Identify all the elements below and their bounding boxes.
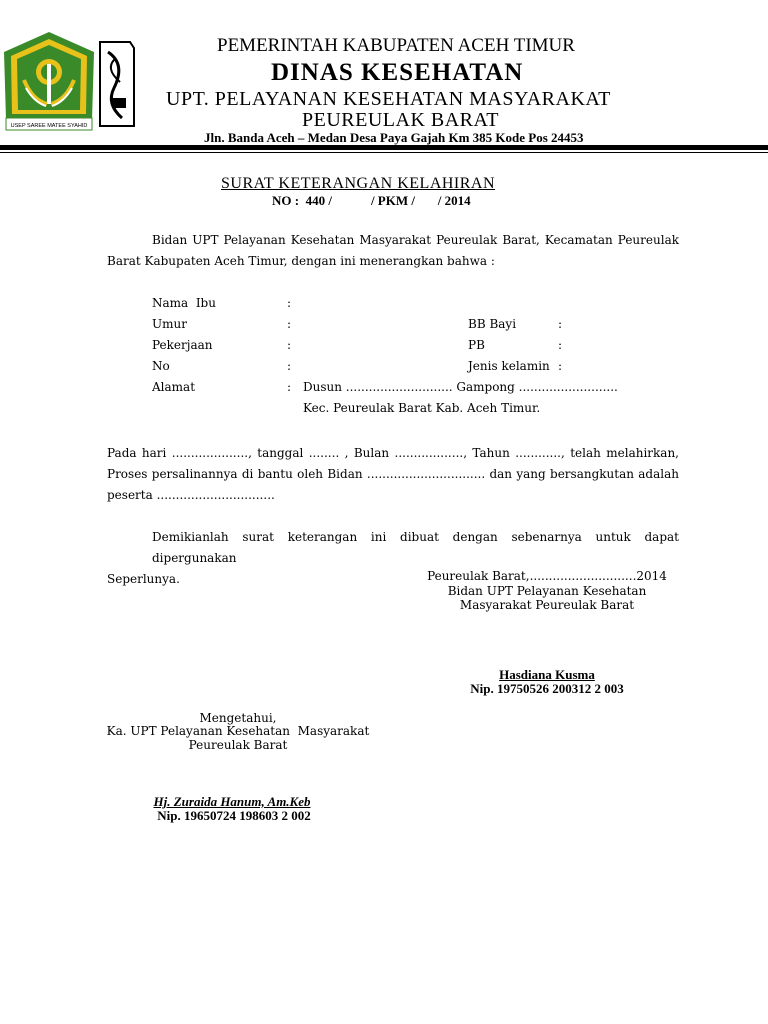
field-label-occupation: Pekerjaan (152, 338, 213, 352)
field-colon: : (558, 338, 563, 352)
header-agency: DINAS KESEHATAN (271, 59, 524, 86)
field-colon: : (287, 338, 292, 352)
header-address: Jln. Banda Aceh – Medan Desa Paya Gajah Km 385 Kode Pos 24453 (204, 130, 584, 145)
intro-paragraph (107, 233, 679, 268)
address-line-1: Dusun ............................ Gampong .......................... (303, 380, 618, 394)
sign-right-role-2: Masyarakat Peureulak Barat (459, 598, 635, 612)
field-label-address: Alamat (152, 380, 196, 394)
address-line-2: Kec. Peureulak Barat Kab. Aceh Timur. (303, 401, 541, 415)
field-colon: : (558, 359, 563, 373)
sign-left-role-2: Peureulak Barat (188, 738, 288, 752)
sign-left-name: Hj. Zuraida Hanum, Am.Keb (153, 794, 311, 809)
field-label-no: No (152, 359, 170, 373)
birth-line-3: peserta ............................... (107, 488, 275, 502)
intro-line-2: Barat Kabupaten Aceh Timur, dengan ini menerangkan bahwa : (107, 254, 495, 268)
sign-left-ack: Mengetahui, (199, 711, 277, 725)
sign-right-name: Hasdiana Kusma (499, 667, 595, 682)
birth-line-2: Proses persalinannya di bantu oleh Bidan ............................... dan yang bersangkutan adalah (107, 467, 679, 481)
header-unit: UPT. PELAYANAN KESEHATAN MASYARAKAT (166, 88, 611, 110)
header-rule-thin (0, 152, 768, 153)
header-unit-location: PEUREULAK BARAT (302, 109, 499, 131)
field-colon: : (287, 359, 292, 373)
sign-right-role-1: Bidan UPT Pelayanan Kesehatan (447, 584, 647, 598)
field-label-mother-name: Nama Ibu (152, 296, 216, 310)
sign-left-nip: Nip. 19650724 198603 2 002 (157, 808, 311, 823)
field-label-age: Umur (152, 317, 187, 331)
sign-right-nip: Nip. 19750526 200312 2 003 (470, 681, 624, 696)
closing-line-1: Demikianlah surat keterangan ini dibuat dengan sebenarnya untuk dapat dipergunakan (152, 530, 679, 565)
document-number: NO : 440 / / PKM / / 2014 (272, 193, 471, 208)
field-colon: : (287, 296, 292, 310)
header-rule-thick (0, 145, 768, 150)
aceh-timur-logo (2, 30, 96, 132)
birth-paragraph (107, 443, 679, 506)
field-label-gender: Jenis kelamin (468, 359, 550, 373)
field-colon: : (558, 317, 563, 331)
sign-place-date: Peureulak Barat,............................2014 (427, 569, 667, 583)
sign-left-role-1: Ka. UPT Pelayanan Kesehatan Masyarakat (106, 724, 370, 738)
health-seal (96, 38, 140, 130)
field-label-baby-weight: BB Bayi (468, 317, 517, 331)
logo-caption: USEP SAREE MATEE SYAHID (10, 123, 88, 129)
field-label-baby-length: PB (468, 338, 485, 352)
header-government: PEMERINTAH KABUPATEN ACEH TIMUR (217, 35, 575, 56)
intro-line-1: Bidan UPT Pelayanan Kesehatan Masyarakat Peureulak Barat, Kecamatan Peureulak (152, 233, 679, 247)
document-title: SURAT KETERANGAN KELAHIRAN (221, 175, 496, 192)
closing-line-2: Seperlunya. (107, 572, 180, 586)
field-colon: : (287, 380, 292, 394)
birth-line-1: Pada hari ...................., tanggal ........ , Bulan .................., Tahun ............, telah melahirkan, (107, 446, 679, 460)
field-colon: : (287, 317, 292, 331)
